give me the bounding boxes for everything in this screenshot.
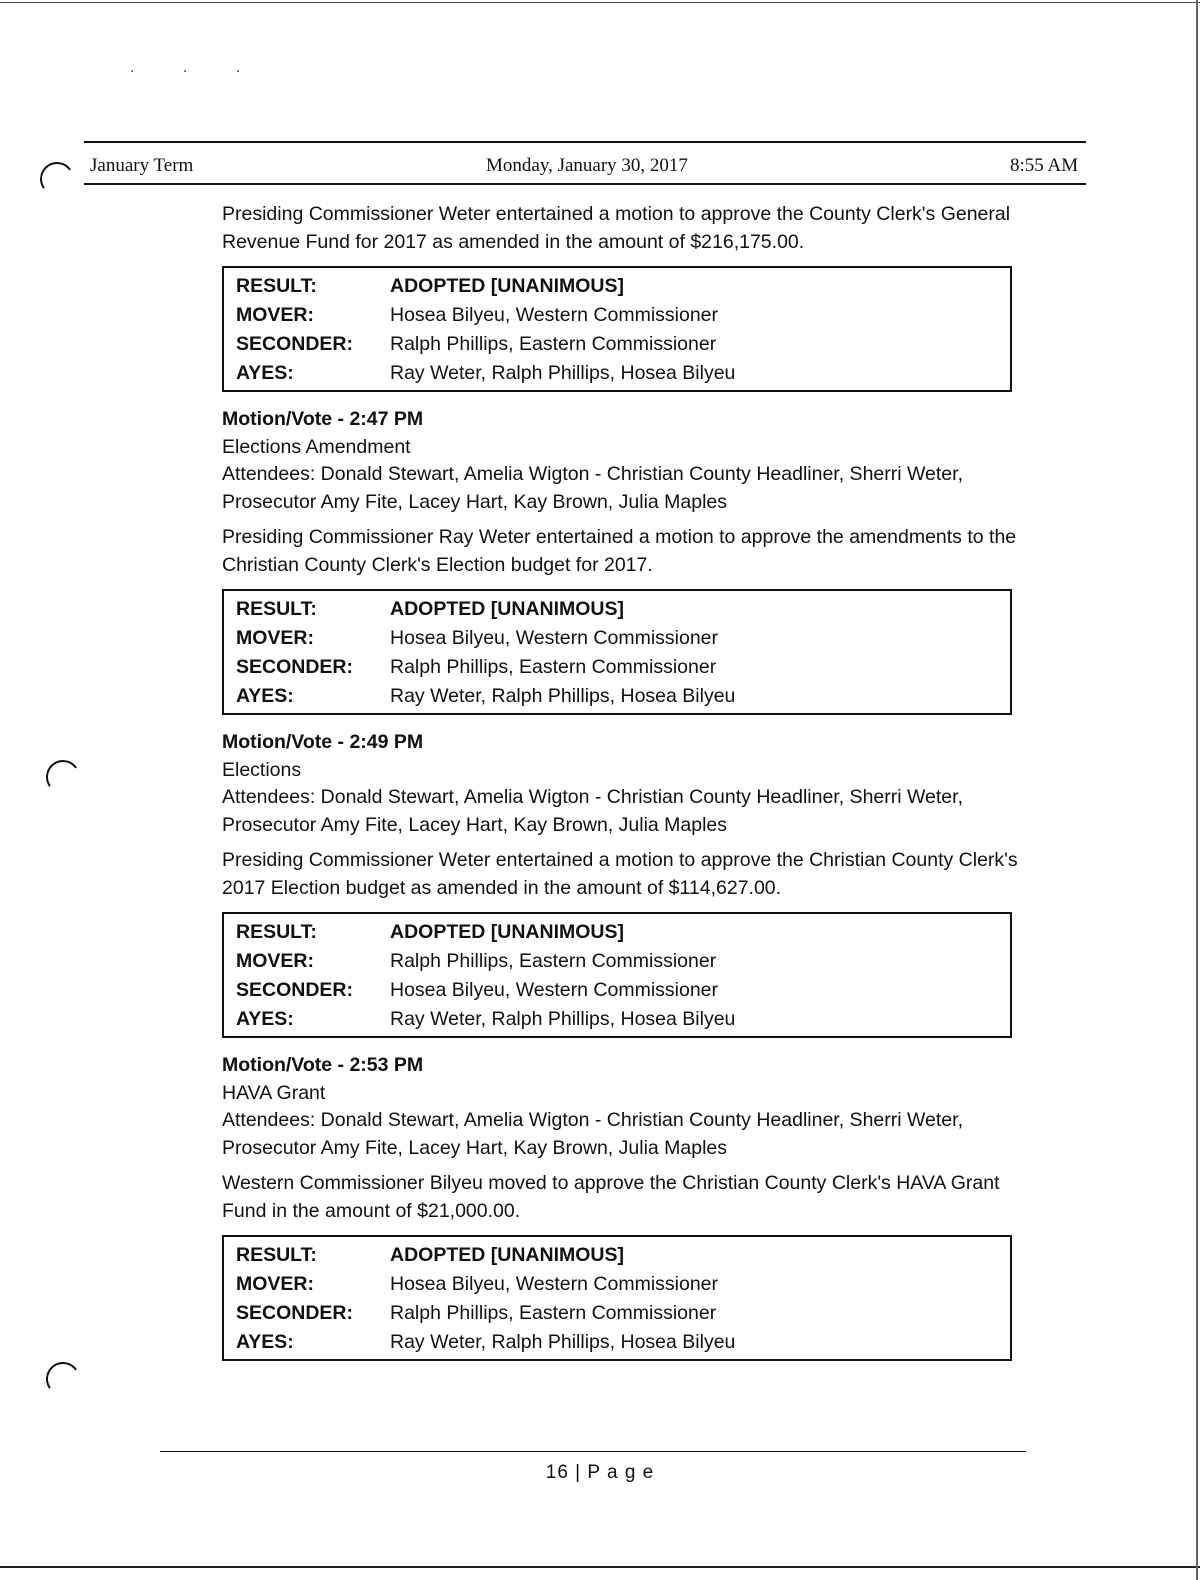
motion-section [222, 1052, 1022, 1361]
motion-title: Motion/Vote - 2:53 PM [222, 1054, 424, 1076]
vote-result-label: RESULT: [236, 921, 317, 943]
vote-ayes-value: Ray Weter, Ralph Phillips, Hosea Bilyeu [390, 685, 736, 707]
header-term: January Term [90, 155, 194, 176]
vote-mover-label: MOVER: [236, 950, 314, 972]
vote-mover-value: Hosea Bilyeu, Western Commissioner [390, 627, 719, 649]
vote-ayes-row [236, 1328, 1010, 1357]
vote-seconder-label: SECONDER: [236, 1302, 354, 1324]
vote-seconder-row [236, 1299, 1010, 1328]
vote-result-label: RESULT: [236, 1244, 317, 1266]
vote-seconder-value: Ralph Phillips, Eastern Commissioner [390, 656, 717, 678]
motion-text: Presiding Commissioner Ray Weter entertained a motion to approve the amendments to the Christian County Clerk's Election budget for 2017. [222, 526, 1017, 576]
vote-seconder-row [236, 976, 1010, 1005]
vote-ayes-label: AYES: [236, 685, 294, 707]
vote-seconder-value: Hosea Bilyeu, Western Commissioner [390, 979, 719, 1001]
vote-result-value: ADOPTED [UNANIMOUS] [390, 1244, 624, 1266]
vote-result-value: ADOPTED [UNANIMOUS] [390, 275, 624, 297]
scan-specks: · · · [130, 64, 263, 80]
vote-ayes-value: Ray Weter, Ralph Phillips, Hosea Bilyeu [390, 1331, 736, 1353]
motion-attendees: Attendees: Donald Stewart, Amelia Wigton - Christian County Headliner, Sherri Weter, Prosecutor Amy Fite, Lacey Hart, Kay Brown, Julia Maples [222, 1109, 963, 1159]
motion-subject: HAVA Grant [222, 1081, 326, 1104]
punch-hole-icon [37, 159, 76, 198]
page-edge-right [1196, 0, 1198, 1580]
vote-mover-value: Ralph Phillips, Eastern Commissioner [390, 950, 717, 972]
punch-hole-icon [43, 1359, 82, 1398]
header-rule-top [84, 141, 1086, 143]
page-edge-top [0, 2, 1200, 3]
vote-result-row [236, 918, 1010, 947]
vote-box [222, 266, 1012, 392]
vote-mover-value: Hosea Bilyeu, Western Commissioner [390, 1273, 719, 1295]
motion-title: Motion/Vote - 2:49 PM [222, 731, 424, 753]
vote-seconder-label: SECONDER: [236, 656, 354, 678]
intro-paragraph: Presiding Commissioner Weter entertained a motion to approve the County Clerk's General Revenue Fund for 2017 as amended in the amount of $216,175.00. [222, 203, 1011, 253]
vote-result-row [236, 1241, 1010, 1270]
vote-seconder-label: SECONDER: [236, 979, 354, 1001]
vote-result-value: ADOPTED [UNANIMOUS] [390, 598, 624, 620]
vote-ayes-row [236, 1005, 1010, 1034]
page-edge-bottom [0, 1566, 1200, 1568]
vote-mover-label: MOVER: [236, 1273, 314, 1295]
vote-box [222, 912, 1012, 1038]
motion-section [222, 729, 1022, 1038]
vote-ayes-label: AYES: [236, 1331, 294, 1353]
vote-seconder-label: SECONDER: [236, 333, 354, 355]
vote-result-label: RESULT: [236, 275, 317, 297]
motion-text: Presiding Commissioner Weter entertained a motion to approve the Christian County Clerk's 2017 Election budget as amended in the amount of $114,627.00. [222, 849, 1018, 899]
vote-result-value: ADOPTED [UNANIMOUS] [390, 921, 624, 943]
motion-subject: Elections [222, 758, 302, 781]
header-rule-bottom [84, 183, 1086, 185]
motion-attendees: Attendees: Donald Stewart, Amelia Wigton - Christian County Headliner, Sherri Weter, Prosecutor Amy Fite, Lacey Hart, Kay Brown, Julia Maples [222, 463, 963, 513]
motion-attendees: Attendees: Donald Stewart, Amelia Wigton - Christian County Headliner, Sherri Weter, Prosecutor Amy Fite, Lacey Hart, Kay Brown, Julia Maples [222, 786, 963, 836]
vote-mover-label: MOVER: [236, 627, 314, 649]
header-date: Monday, January 30, 2017 [486, 155, 688, 176]
vote-mover-row [236, 301, 1010, 330]
vote-ayes-row [236, 359, 1010, 388]
vote-ayes-label: AYES: [236, 1008, 294, 1030]
motion-section [222, 406, 1022, 715]
punch-hole-icon [43, 757, 82, 796]
vote-ayes-row [236, 682, 1010, 711]
motion-text: Western Commissioner Bilyeu moved to approve the Christian County Clerk's HAVA Grant Fund in the amount of $21,000.00. [222, 1172, 1000, 1222]
vote-ayes-label: AYES: [236, 362, 294, 384]
vote-mover-label: MOVER: [236, 304, 314, 326]
motion-subject: Elections Amendment [222, 435, 411, 458]
vote-mover-row [236, 1270, 1010, 1299]
vote-box [222, 589, 1012, 715]
page-number: 16 | P a g e [545, 1462, 655, 1483]
document-body [222, 201, 1022, 1373]
footer-rule [160, 1451, 1026, 1452]
vote-mover-value: Hosea Bilyeu, Western Commissioner [390, 304, 719, 326]
header-time: 8:55 AM [1010, 155, 1079, 176]
vote-result-label: RESULT: [236, 598, 317, 620]
vote-mover-row [236, 947, 1010, 976]
vote-result-row [236, 272, 1010, 301]
vote-mover-row [236, 624, 1010, 653]
vote-ayes-value: Ray Weter, Ralph Phillips, Hosea Bilyeu [390, 1008, 736, 1030]
vote-result-row [236, 595, 1010, 624]
vote-ayes-value: Ray Weter, Ralph Phillips, Hosea Bilyeu [390, 362, 736, 384]
vote-seconder-row [236, 653, 1010, 682]
vote-seconder-row [236, 330, 1010, 359]
motion-title: Motion/Vote - 2:47 PM [222, 408, 424, 430]
vote-box [222, 1235, 1012, 1361]
vote-seconder-value: Ralph Phillips, Eastern Commissioner [390, 1302, 717, 1324]
vote-seconder-value: Ralph Phillips, Eastern Commissioner [390, 333, 717, 355]
